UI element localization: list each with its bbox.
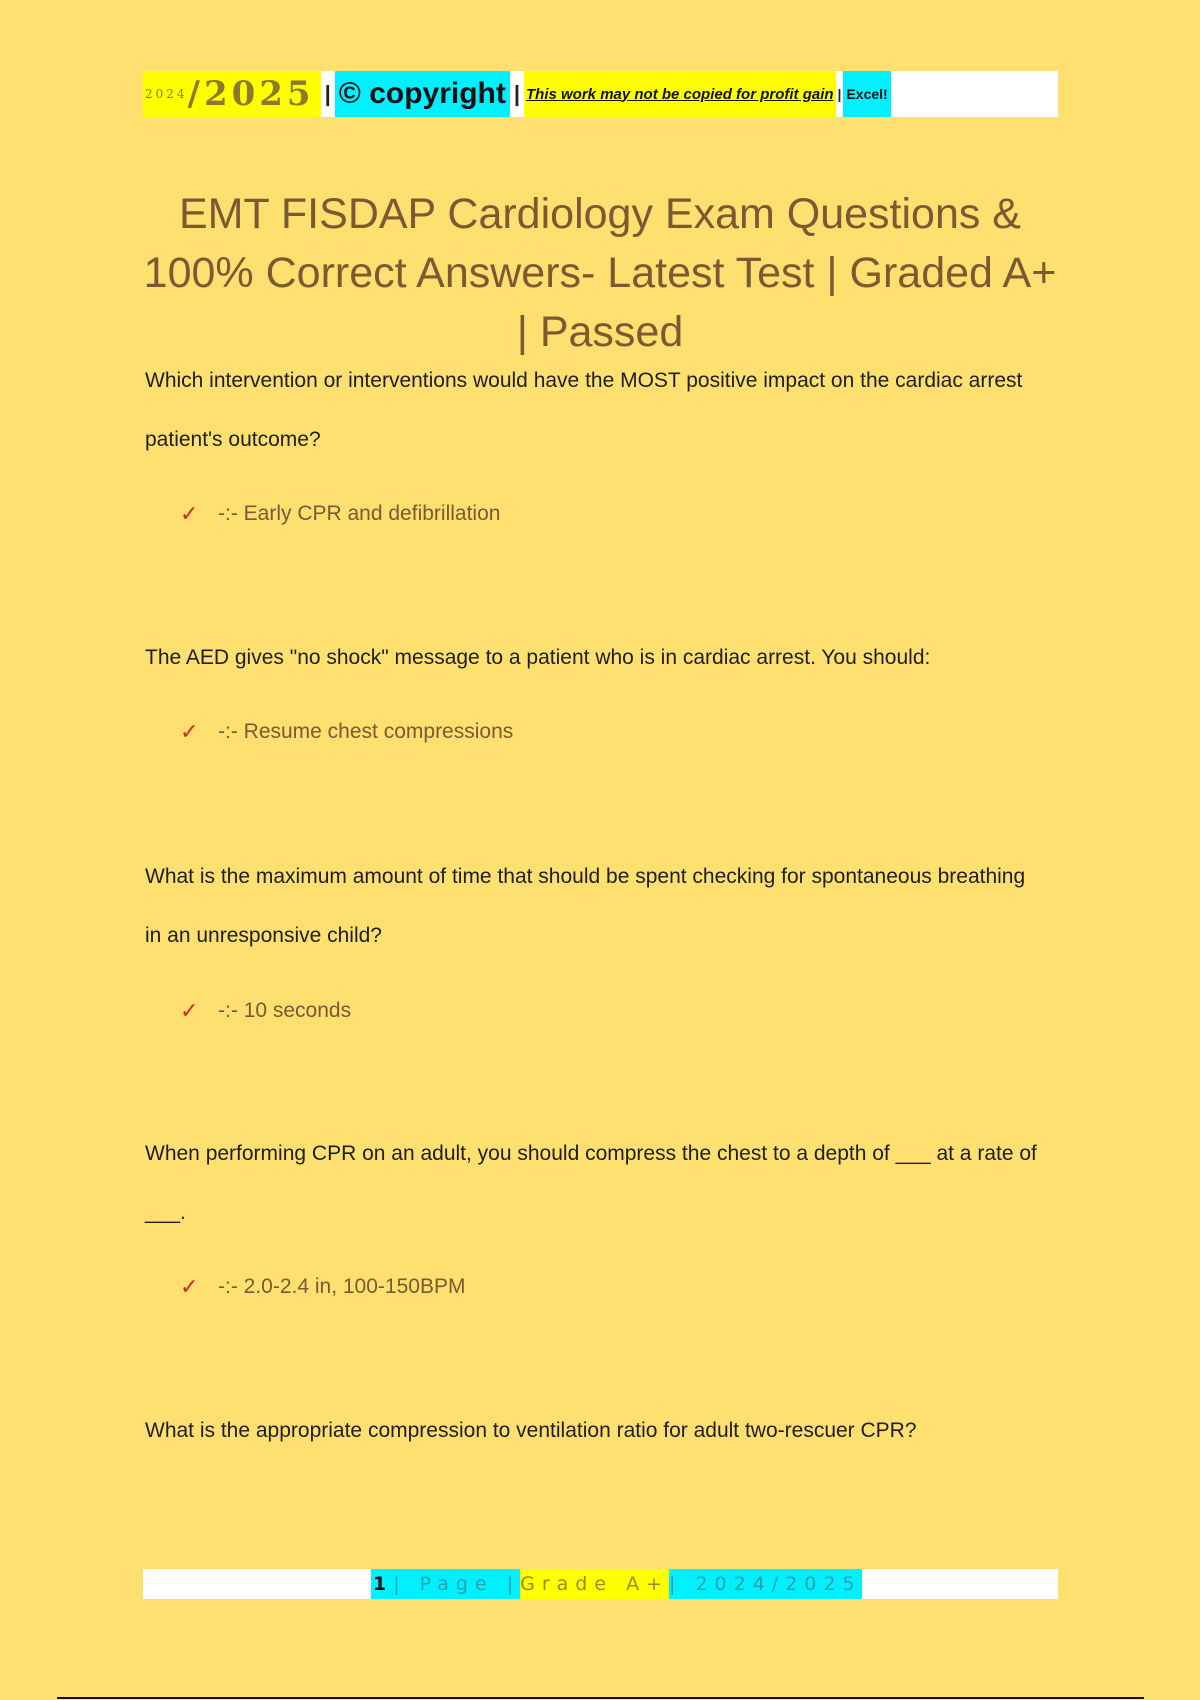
footer-year: | 2024/2025 xyxy=(669,1569,862,1599)
header-separator: | xyxy=(837,86,842,102)
page-divider xyxy=(57,1697,1144,1699)
question-5: What is the appropriate compression to ventilation ratio for adult two-rescuer CPR? xyxy=(145,1419,917,1442)
answer-text: -:- Resume chest compressions xyxy=(218,720,514,743)
question-2: The AED gives "no shock" message to a patient who is in cardiac arrest. You should: xyxy=(145,646,931,669)
header-year xyxy=(143,71,321,117)
question-1: Which intervention or interventions would have the MOST positive impact on the cardiac arrest patient's outcome? xyxy=(145,369,1023,451)
check-icon: ✓ xyxy=(180,998,199,1023)
answer-3 xyxy=(180,998,351,1024)
check-icon: ✓ xyxy=(180,719,199,744)
answer-text: -:- 2.0-2.4 in, 100-150BPM xyxy=(218,1275,466,1298)
header-banner xyxy=(143,71,1058,117)
question-4: When performing CPR on an adult, you should compress the chest to a depth of ___ at a rate of ___. xyxy=(145,1142,1037,1224)
document-title: EMT FISDAP Cardiology Exam Questions & 100% Correct Answers- Latest Test | Graded A+ | Passed xyxy=(143,190,1057,356)
answer-2 xyxy=(180,719,513,745)
grade-label: Grade A+ xyxy=(520,1569,669,1599)
page-label: | Page | xyxy=(393,1569,520,1599)
page-number: 1 xyxy=(371,1569,393,1599)
answer-1 xyxy=(180,501,500,527)
answer-text: -:- 10 seconds xyxy=(218,999,352,1022)
question-3: What is the maximum amount of time that should be spent checking for spontaneous breathing in an unresponsive child? xyxy=(145,865,1026,947)
check-icon: ✓ xyxy=(180,501,199,526)
answer-4 xyxy=(180,1274,465,1300)
header-year-big: /2025 xyxy=(187,74,315,114)
header-year-small: 2024 xyxy=(145,87,188,101)
header-separator: | xyxy=(324,81,331,106)
header-copy-notice: This work may not be copied for profit gain xyxy=(524,71,836,117)
header-excel: Excel! xyxy=(843,71,890,117)
header-separator: | xyxy=(513,81,521,106)
footer-banner xyxy=(143,1569,1058,1599)
answer-text: -:- Early CPR and defibrillation xyxy=(218,502,501,525)
header-copyright: © copyright xyxy=(335,71,510,117)
check-icon: ✓ xyxy=(180,1274,199,1299)
